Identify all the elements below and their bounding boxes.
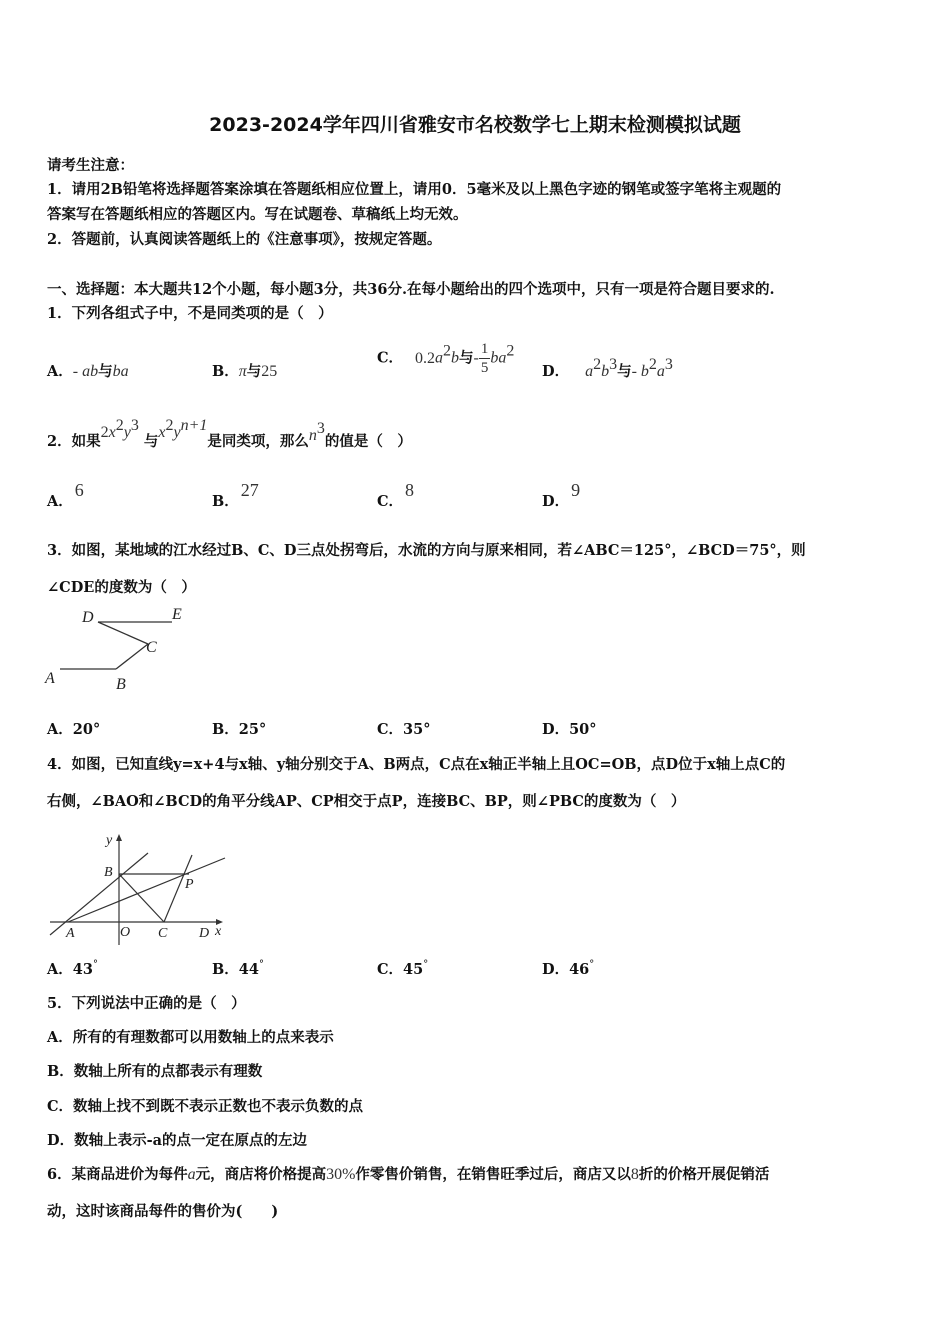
q2-stem bbox=[47, 417, 412, 451]
q3-label-c: C bbox=[146, 639, 157, 656]
q4-line-2: 右侧，∠BAO和∠BCD的角平分线AP、CP相交于点P，连接BC、BP，则∠PBC的度数为（ ） bbox=[47, 793, 686, 810]
q6-eight: 8 bbox=[630, 1166, 639, 1183]
q1-c-label: C． bbox=[377, 349, 404, 367]
q3-figure bbox=[40, 600, 200, 695]
q4-d-degree: ° bbox=[589, 959, 595, 970]
q1-d-b: b bbox=[601, 363, 610, 380]
q4-option-c bbox=[377, 958, 428, 979]
q1-b-with: 与 bbox=[246, 363, 262, 380]
q6-part-3: 作零售价销售，在销售旺季过后，商店又以 bbox=[355, 1166, 631, 1183]
q2-pre: 2．如果 bbox=[47, 433, 101, 450]
q1-c-with: 与 bbox=[459, 349, 474, 367]
q1-a-expr1: - ab bbox=[72, 363, 99, 380]
q2-t2-x: x bbox=[158, 424, 166, 441]
q5-stem: 5．下列说法中正确的是（ ） bbox=[47, 995, 246, 1012]
q2-a-value: 6 bbox=[74, 480, 84, 500]
q3-label-e: E bbox=[172, 606, 182, 623]
q4-a-value: 43 bbox=[72, 961, 93, 978]
q2-t2-sup1: 2 bbox=[165, 417, 174, 434]
q1-d-sup3: 2 bbox=[648, 356, 657, 373]
q4-b-value: 44 bbox=[238, 961, 259, 978]
q3-a-label: A． bbox=[47, 721, 73, 738]
q4-option-a bbox=[47, 958, 98, 979]
q2-c-value: 8 bbox=[405, 480, 415, 500]
q6-percent: 30% bbox=[326, 1166, 356, 1183]
q2-n-sup: 3 bbox=[316, 420, 325, 437]
q4-label-x: x bbox=[215, 924, 222, 939]
q4-figure bbox=[40, 825, 240, 950]
q1-d-with: 与 bbox=[617, 363, 632, 380]
q1-c-coef: 0.2 bbox=[415, 349, 436, 367]
q1-c-sup: 2 bbox=[443, 342, 452, 360]
q3-line-cb bbox=[116, 644, 148, 669]
q2-post: 的值是（ ） bbox=[324, 433, 412, 450]
q2-t1-sup2: 3 bbox=[130, 417, 139, 434]
q4-label-p: P bbox=[185, 877, 194, 892]
q4-c-label: C． bbox=[377, 961, 404, 978]
q4-label-y: y bbox=[106, 833, 113, 848]
q2-with: 与 bbox=[143, 433, 159, 450]
q3-label-d: D bbox=[82, 609, 94, 626]
page-title: 2023-2024学年四川省雅安市名校数学七上期末检测模拟试题 bbox=[209, 114, 741, 136]
q3-c-label: C． bbox=[377, 721, 404, 738]
q2-b-value: 27 bbox=[240, 480, 259, 500]
q3-a-value: 20° bbox=[72, 721, 101, 738]
q4-line-ab bbox=[50, 853, 148, 935]
q1-stem: 1．下列各组式子中，不是同类项的是（ ） bbox=[47, 305, 333, 322]
q2-t1-y: y bbox=[123, 424, 131, 441]
q5-option-a: A．所有的有理数都可以用数轴上的点来表示 bbox=[47, 1029, 334, 1046]
q3-option-c bbox=[377, 718, 430, 739]
q3-label-a: A bbox=[45, 670, 55, 687]
q1-c-b: b bbox=[451, 349, 460, 367]
q1-d-minus: - b bbox=[631, 363, 649, 380]
q1-c-a: a bbox=[435, 349, 444, 367]
q1-option-d bbox=[542, 356, 673, 381]
q1-option-a bbox=[47, 360, 129, 381]
q1-b-expr1: π bbox=[238, 363, 247, 380]
q2-c-label: C． bbox=[377, 493, 404, 510]
q4-b-label: B． bbox=[212, 961, 239, 978]
q4-c-value: 45 bbox=[403, 961, 424, 978]
q5-option-b: B．数轴上所有的点都表示有理数 bbox=[47, 1063, 263, 1080]
q3-line-1: 3．如图，某地域的江水经过B、C、D三点处拐弯后，水流的方向与原来相同，若∠ABC＝125°，∠BCD＝75°，则 bbox=[47, 542, 806, 559]
q4-b-degree: ° bbox=[258, 959, 264, 970]
q1-c-minus: - bbox=[473, 349, 479, 367]
q6-part-1: 6．某商品进价为每件 bbox=[47, 1166, 188, 1183]
q2-t1-coef: 2 bbox=[100, 424, 109, 441]
q6-line-1 bbox=[47, 1163, 769, 1184]
q2-t2-y: y bbox=[173, 424, 181, 441]
q3-line-2: ∠CDE的度数为（ ） bbox=[47, 579, 196, 596]
q1-d-sup4: 3 bbox=[664, 356, 673, 373]
q2-n: n bbox=[308, 427, 317, 444]
q6-line-2: 动，这时该商品每件的售价为( ) bbox=[47, 1203, 279, 1220]
q2-a-label: A． bbox=[47, 493, 73, 510]
q6-var-a: a bbox=[187, 1166, 196, 1183]
q2-t1-sup1: 2 bbox=[115, 417, 124, 434]
q6-part-2: 元，商店将价格提高 bbox=[195, 1166, 327, 1183]
q1-c-ba: ba bbox=[490, 349, 507, 367]
q3-b-label: B． bbox=[212, 721, 239, 738]
q3-option-b bbox=[212, 718, 266, 739]
q4-a-degree: ° bbox=[92, 959, 98, 970]
q4-label-o: O bbox=[120, 925, 131, 940]
notice-line-1a: 1．请用2B铅笔将选择题答案涂填在答题纸相应位置上，请用0．5毫米及以上黑色字迹的钢笔或签字笔将主观题的 bbox=[47, 181, 782, 198]
q4-c-degree: ° bbox=[423, 959, 429, 970]
q6-part-4: 折的价格开展促销活 bbox=[638, 1166, 770, 1183]
q2-option-c bbox=[377, 480, 415, 511]
q2-d-value: 9 bbox=[571, 480, 581, 500]
q2-b-label: B． bbox=[212, 493, 239, 510]
q4-label-a: A bbox=[66, 926, 75, 941]
q1-b-expr2: 25 bbox=[261, 363, 278, 380]
q3-label-b: B bbox=[116, 676, 126, 693]
section-heading: 一、选择题：本大题共12个小题，每小题3分，共36分.在每小题给出的四个选项中，只有一项是符合题目要求的. bbox=[47, 281, 775, 298]
q4-line-1: 4．如图，已知直线y=x+4与x轴、y轴分别交于A、B两点，C点在x轴正半轴上且OC=OB，点D位于x轴上点C的 bbox=[47, 756, 786, 773]
q3-d-value: 50° bbox=[569, 721, 597, 738]
q3-c-value: 35° bbox=[403, 721, 431, 738]
q1-d-label: D． bbox=[542, 363, 570, 380]
q1-d-sup2: 3 bbox=[609, 356, 618, 373]
q2-t2-sup2: n+1 bbox=[180, 417, 208, 434]
q5-option-c: C．数轴上找不到既不表示正数也不表示负数的点 bbox=[47, 1098, 364, 1115]
q4-y-arrow-icon bbox=[116, 834, 122, 841]
notice-line-1b: 答案写在答题纸相应的答题区内。写在试题卷、草稿纸上均无效。 bbox=[47, 206, 468, 223]
q1-option-c bbox=[377, 340, 514, 377]
q1-d-sup1: 2 bbox=[593, 356, 602, 373]
notice-line-2: 2．答题前，认真阅读答题纸上的《注意事项》，按规定答题。 bbox=[47, 231, 442, 248]
q1-option-b bbox=[212, 360, 277, 381]
q1-d-a: a bbox=[585, 363, 594, 380]
q1-c-denominator: 5 bbox=[480, 360, 489, 376]
notice-heading: 请考生注意： bbox=[47, 157, 134, 174]
q4-a-label: A． bbox=[47, 961, 73, 978]
q4-line-ap bbox=[68, 858, 225, 922]
q2-t1-x: x bbox=[108, 424, 116, 441]
q4-label-b: B bbox=[104, 865, 113, 880]
q1-b-label: B． bbox=[212, 363, 239, 380]
q1-c-sup2: 2 bbox=[506, 342, 515, 360]
q1-a-expr2: ba bbox=[112, 363, 129, 380]
q4-option-d bbox=[542, 958, 594, 979]
q4-label-c: C bbox=[158, 926, 168, 941]
q4-option-b bbox=[212, 958, 264, 979]
q5-option-d: D．数轴上表示-a的点一定在原点的左边 bbox=[47, 1132, 307, 1149]
q2-mid: 是同类项，那么 bbox=[207, 433, 309, 450]
q3-line-dc bbox=[98, 622, 148, 644]
q2-option-d bbox=[542, 480, 581, 511]
q2-option-b bbox=[212, 480, 259, 511]
q1-a-label: A． bbox=[47, 363, 73, 380]
q1-a-with: 与 bbox=[98, 363, 113, 380]
q4-d-label: D． bbox=[542, 961, 570, 978]
q1-c-fraction bbox=[479, 340, 491, 377]
q4-d-value: 46 bbox=[569, 961, 590, 978]
q2-d-label: D． bbox=[542, 493, 570, 510]
q3-b-value: 25° bbox=[238, 721, 267, 738]
q3-option-d bbox=[542, 718, 597, 739]
q2-option-a bbox=[47, 480, 84, 511]
q4-label-d: D bbox=[199, 926, 210, 941]
q1-c-numerator: 1 bbox=[480, 341, 489, 357]
q3-d-label: D． bbox=[542, 721, 570, 738]
q1-d-a2: a bbox=[656, 363, 665, 380]
q3-option-a bbox=[47, 718, 100, 739]
